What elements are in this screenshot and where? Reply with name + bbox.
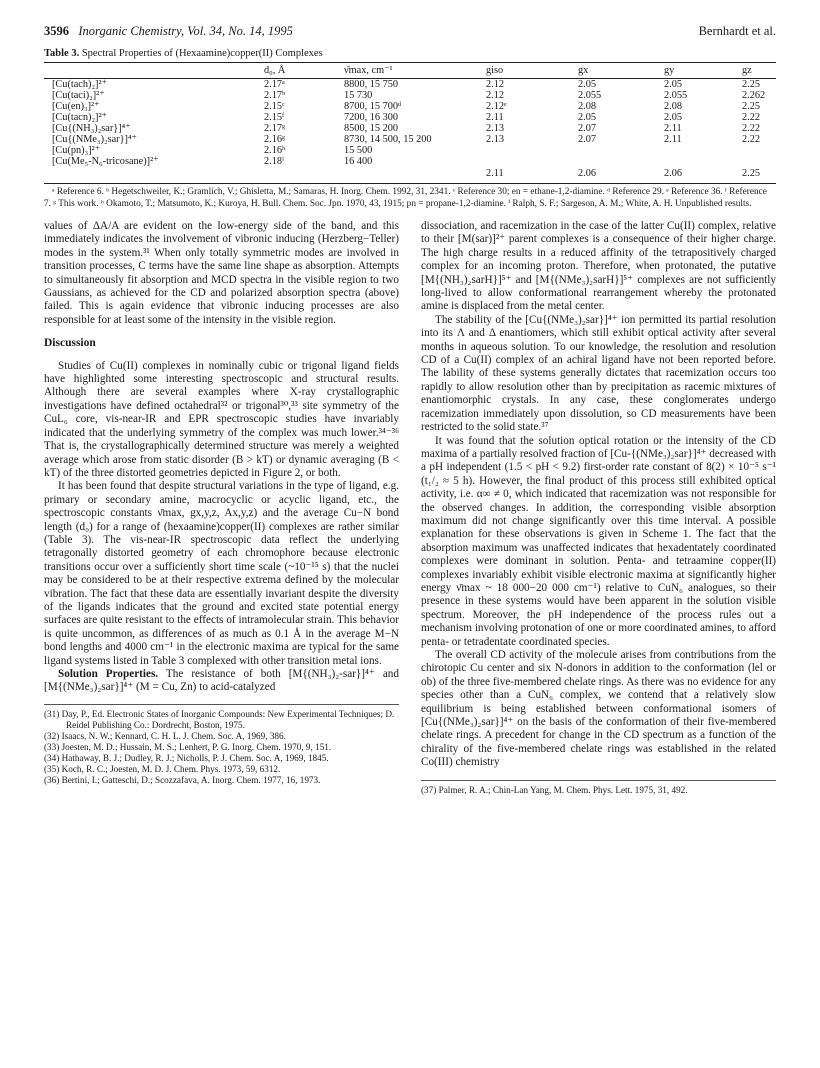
- table-cell: 2.08: [664, 101, 683, 112]
- paragraph-text: The resistance of both [M{(NH₃)₂-sar}]⁴⁺ and [M{(NMe₃)₂sar}]⁴⁺ (M = Cu, Zn) to acid-catalyzed: [44, 668, 399, 694]
- paragraph: It has been found that despite structural variations in the type of ligand, e.g. primary or secondary amine, macrocyclic or acyclic ligand, etc., the spectroscopic constants ν̄max, gx,y,z, Ax,y,z) and the average Cu−N bond length (d₀) for a range of (hexaamine)copper(II) complexes are rather similar (Table 3). The vis-near-IR spectroscopic data reflect the underlying tetragonally distorted geometry of each chromophore because electronic transitions occur over a sufficiently short time scale (~10⁻¹⁵ s) that the nuclei may be considered to be at their respective extrema defined by the molecular vibration. The fact that these data are essentially invariant despite the diversity of the ligands indicates that the ground and excited state potential energy surfaces are quite resistant to the effects of intramolecular strain. This behavior is quite uncommon, as differences of as much as 0.1 Å in the average M−N bond lengths and 4000 cm⁻¹ in the electronic maxima are typical for the same ligand systems listed in Table 3 complexed with other transition metal ions.: [44, 480, 399, 667]
- table-cell: 2.12: [486, 90, 505, 101]
- table-cell: 7200, 16 300: [344, 112, 399, 123]
- table-head: [44, 63, 776, 79]
- table-cell: 2.15ᶠ: [264, 112, 285, 123]
- table-cell: 2.22: [742, 112, 761, 123]
- right-column: [421, 220, 776, 796]
- header-authors: Bernhardt et al.: [698, 24, 776, 38]
- col-header-gy: gy: [664, 63, 742, 79]
- table-cell: 2.06: [664, 156, 742, 184]
- table-row: [44, 90, 776, 101]
- table-cell: 2.15ᶜ: [264, 101, 285, 112]
- table-cell: 2.11: [664, 134, 682, 145]
- col-header-gx: gx: [578, 63, 664, 79]
- section-heading: Discussion: [44, 337, 96, 350]
- table-row: [44, 101, 776, 112]
- table-cell: 2.11: [486, 112, 504, 123]
- table-row: [44, 79, 776, 91]
- table-cell: 2.17ᵃ: [264, 79, 285, 90]
- table-cell: 2.12ᵉ: [486, 101, 507, 112]
- col-header-complex: [44, 63, 264, 79]
- col-header-gz: gz: [742, 63, 776, 79]
- table-cell: 2.25: [742, 156, 776, 184]
- table-cell: [Cu(tacn)₂]²⁺: [52, 112, 107, 123]
- paragraph-solution-properties: [44, 668, 399, 695]
- table-cell: 2.11: [664, 123, 682, 134]
- table-cell: 2.17ᵇ: [264, 90, 286, 101]
- table-cell: 2.22: [742, 134, 761, 145]
- table-cell: [Cu{(NH₃)₂sar}]⁴⁺: [52, 123, 131, 134]
- table-cell: 2.05: [578, 79, 597, 90]
- paragraph: dissociation, and racemization in the case of the latter Cu(II) complex, relative to their [M(sar)]²⁺ parent complexes is a consequence of their higher charge. The high charge results in a reduced affinity of the tetrapositively charged complex for an incoming proton. Therefore, when protonated, the putative [M{(NH₃)₂sarH}]⁵⁺ and [M{(NMe₃)₂sarH}]⁵⁺ complexes are not sufficiently long-lived to allow conformational rearrangement whereby the protonated amine is displaced from the metal center.: [421, 220, 776, 313]
- reference-item: (36) Bertini, I.; Gatteschi, D.; Scozzafava, A. Inorg. Chem. 1977, 16, 1973.: [44, 774, 321, 785]
- table-cell: [Cu{(NMe₃)₂sar}]⁴⁺: [52, 134, 137, 145]
- table-cell: [Cu(Me₅-N₆-tricosane)]²⁺: [44, 156, 264, 184]
- table-cell: [Cu(taci)₂]²⁺: [52, 90, 105, 101]
- spectral-properties-table: [44, 62, 776, 184]
- table-cell: 8500, 15 200: [344, 123, 399, 134]
- table-cell: 2.16ʰ: [264, 145, 286, 156]
- paragraph: The stability of the [Cu{(NMe₃)₂sar}]⁴⁺ ion permitted its partial resolution into its Λ and Δ enantiomers, which still exhibit optical activity after several months in aqueous solution. To our knowledge, the resolution and resolution CD of a Cu(II) complex of an achiral ligand have not been reported before. The lability of these systems generally dictates that racemization occurs too rapidly to allow resolution other than by precipitation as racemic mixtures of enantiomorphic crystals. In any case, these conglomerates undergo racemization immediately upon dissolution, so CD measurements have been restricted to the solid state.³⁷: [421, 313, 776, 434]
- table-cell: 8800, 15 750: [344, 79, 399, 90]
- table-caption: [44, 48, 776, 59]
- table-cell: 8700, 15 700ᵈ: [344, 101, 402, 112]
- table-cell: 15 730: [344, 90, 373, 101]
- reference-item: (34) Hathaway, B. J.; Dudley, R. J.; Nicholls, P. J. Chem. Soc. A, 1969, 1845.: [44, 752, 329, 763]
- table-cell: 2.055: [578, 90, 602, 101]
- table-cell: 2.18ⁱ: [264, 156, 344, 184]
- page-number: 3596: [44, 24, 69, 38]
- table-cell: 2.13: [486, 123, 505, 134]
- table-row: [44, 112, 776, 123]
- paragraph: It was found that the solution optical rotation or the intensity of the CD maxima of a partially resolved fraction of [Cu-{(NMe₃)₂sar}]⁴⁺ decreased with a pH independent (1.5 < pH < 9.2) first-order rate constant of 8(2) × 10⁻⁵ s⁻¹ (t₁/₂ ≈ 5 h). However, the final product of this process still exhibited optical activity, i.e. α∞ ≠ 0, which indicated that racemization was not responsible for the observed changes. In addition, the corresponding visible absorption maximum did not change significantly over this time interval. A possible explanation for these observations is given in Scheme 1. The fact that the absorption maximum was unaffected indicates that hexadentately coordinated complexes were dominant in solution. Penta- and tetraamine copper(II) complexes invariably exhibit visible electronic maxima at significantly higher energy ν̄max ~ 18 000−20 000 cm⁻¹) relative to CuN₆ analogues, so their presence in these systems would have been apparent in the solution visible spectrum. Moreover, the pH independence of the process rules out a mechanism involving protonation of one or more coordinated amines, to afford penta- or tetradentate coordinated species.: [421, 434, 776, 648]
- table-cell: [742, 145, 776, 156]
- table-cell: 15 500: [344, 145, 373, 156]
- table-cell: [Cu(en)₃]²⁺: [52, 101, 100, 112]
- table-cell: 2.13: [486, 134, 505, 145]
- table-cell: 8730, 14 500, 15 200: [344, 134, 432, 145]
- table-footnotes: ᵃ Reference 6. ᵇ Hegetschweiler, K.; Gramlich, V.; Ghisletta, M.; Samaras, H. Inorg. Chem. 1992, 31, 2341. ᶜ Reference 30; en = ethane-1,2-diamine. ᵈ Reference 29. ᵉ Reference 36. ᶠ Reference 7. ᵍ This work. ʰ Okamoto, T.; Matsumoto, K.; Kuroya, H. Bull. Chem. Soc. Jpn. 1970, 43, 1915; pn = propane-1,2-diamine. ⁱ Ralph, S. F.; Sargeson, A. M.; White, A. H. Unpublished results.: [44, 187, 767, 209]
- header-left: [44, 24, 293, 39]
- table-label: Table 3.: [44, 48, 80, 59]
- left-column: [44, 220, 399, 796]
- table-cell: 2.07: [578, 123, 597, 134]
- table-cell: 2.05: [664, 112, 683, 123]
- reference-item: (32) Isaacs, N. W.; Kennard, C. H. L. J. Chem. Soc. A, 1969, 386.: [44, 730, 286, 741]
- table-row: [44, 145, 776, 156]
- table-cell: [578, 145, 664, 156]
- col-header-giso: giso: [486, 63, 578, 79]
- table-cell: 2.25: [742, 79, 761, 90]
- col-header-d0: d₀, Å: [264, 63, 344, 79]
- table-cell: 2.22: [742, 123, 761, 134]
- journal-citation: Inorganic Chemistry, Vol. 34, No. 14, 1995: [78, 24, 293, 38]
- table-cell: 2.11: [486, 156, 578, 184]
- table-cell: 16 400: [344, 156, 486, 184]
- references-right: [421, 780, 776, 796]
- reference-item: (31) Day, P., Ed. Electronic States of Inorganic Compounds: New Experimental Techniques; D. Reidel Publishing Co.: Dordrecht, Boston, 1975.: [44, 708, 395, 730]
- table-cell: 2.05: [664, 79, 683, 90]
- table-row: [44, 123, 776, 134]
- paragraph: The overall CD activity of the molecule arises from contributions from the chirotopic Cu center and six N-donors in addition to the conformation (lel or ob) of the three five-membered chelate rings. As there was no evidence for any species other than a CuN₆ complex, we contend that a relatively slow equilibrium is being established between conformational isomers of [Cu{(NMe₃)₂sar}]⁴⁺ on the basis of the conformation of their five-membered chelate rings. A precedent for change in the CD spectrum as a function of the chirality of the five-membered chelate rings was established in the related Co(III) chemistry: [421, 649, 776, 769]
- col-header-numax: ν̄max, cm⁻¹: [344, 63, 486, 79]
- table-row: [44, 134, 776, 145]
- page-header: [44, 24, 776, 42]
- reference-item: (35) Koch, R. C.; Joesten, M. D. J. Chem. Phys. 1973, 59, 6312.: [44, 763, 281, 774]
- table-header-row: [44, 63, 776, 79]
- table-cell: 2.12: [486, 79, 505, 90]
- table-cell: 2.05: [578, 112, 597, 123]
- references-left: [44, 704, 399, 786]
- table-cell: [Cu(tach)₂]²⁺: [52, 79, 107, 90]
- table-cell: [486, 145, 578, 156]
- table-cell: 2.16ᵍ: [264, 134, 286, 145]
- run-in-heading: Solution Properties.: [58, 668, 159, 680]
- journal-page: [44, 24, 776, 1054]
- table-cell: 2.07: [578, 134, 597, 145]
- paragraph: Studies of Cu(II) complexes in nominally cubic or trigonal ligand fields have highlighted some interesting spectroscopic and structural results. Although there are several examples where X-ray crystallographic investigations have defined octahedral³² or trigonal³⁰,³³ site symmetry of the CuL₆ core, vis-near-IR and EPR spectroscopic studies have invariably indicated that the underlying symmetry of the complex was much lower.³⁴⁻³⁶ That is, the crystallographically determined structure was merely a weighted average which arose from static disorder (B > kT) or dynamic averaging (B < kT) of the three distorted geometries depicted in Figure 2, or both.: [44, 359, 399, 479]
- table-cell: [Cu(pn)₃]²⁺: [52, 145, 101, 156]
- paragraph: values of ΔA/A are evident on the low-energy side of the band, and this immediately indicates the involvement of vibronic inducing (Herzberg−Teller) modes in the system.³¹ When only totally symmetric modes are involved in transition processes, C terms have the same line shape as absorption. Attempts to simultaneously fit absorption and MCD spectra in the visible region to two Gaussians, as achieved for the CD and polarized absorption spectra (above) failed. This is again evidence that vibronic inducing processes are also responsible for at least some of the intensity in the visible region.: [44, 220, 399, 326]
- table-cell: 2.262: [742, 90, 766, 101]
- body-columns: [44, 220, 776, 796]
- table-cell: 2.17ᵍ: [264, 123, 286, 134]
- table-cell: 2.08: [578, 101, 597, 112]
- table-body: [44, 79, 776, 184]
- table-cell: 2.055: [664, 90, 688, 101]
- table-row: [44, 156, 776, 184]
- table-cell: 2.25: [742, 101, 761, 112]
- reference-item: (33) Joesten, M. D.; Hussain, M. S.; Lenhert, P. G. Inorg. Chem. 1970, 9, 151.: [44, 741, 332, 752]
- table-cell: [664, 145, 742, 156]
- table-title: Spectral Properties of (Hexaamine)copper(II) Complexes: [81, 48, 323, 59]
- reference-item: (37) Palmer, R. A.; Chin-Lan Yang, M. Chem. Phys. Lett. 1975, 31, 492.: [421, 784, 688, 795]
- table-cell: 2.06: [578, 156, 664, 184]
